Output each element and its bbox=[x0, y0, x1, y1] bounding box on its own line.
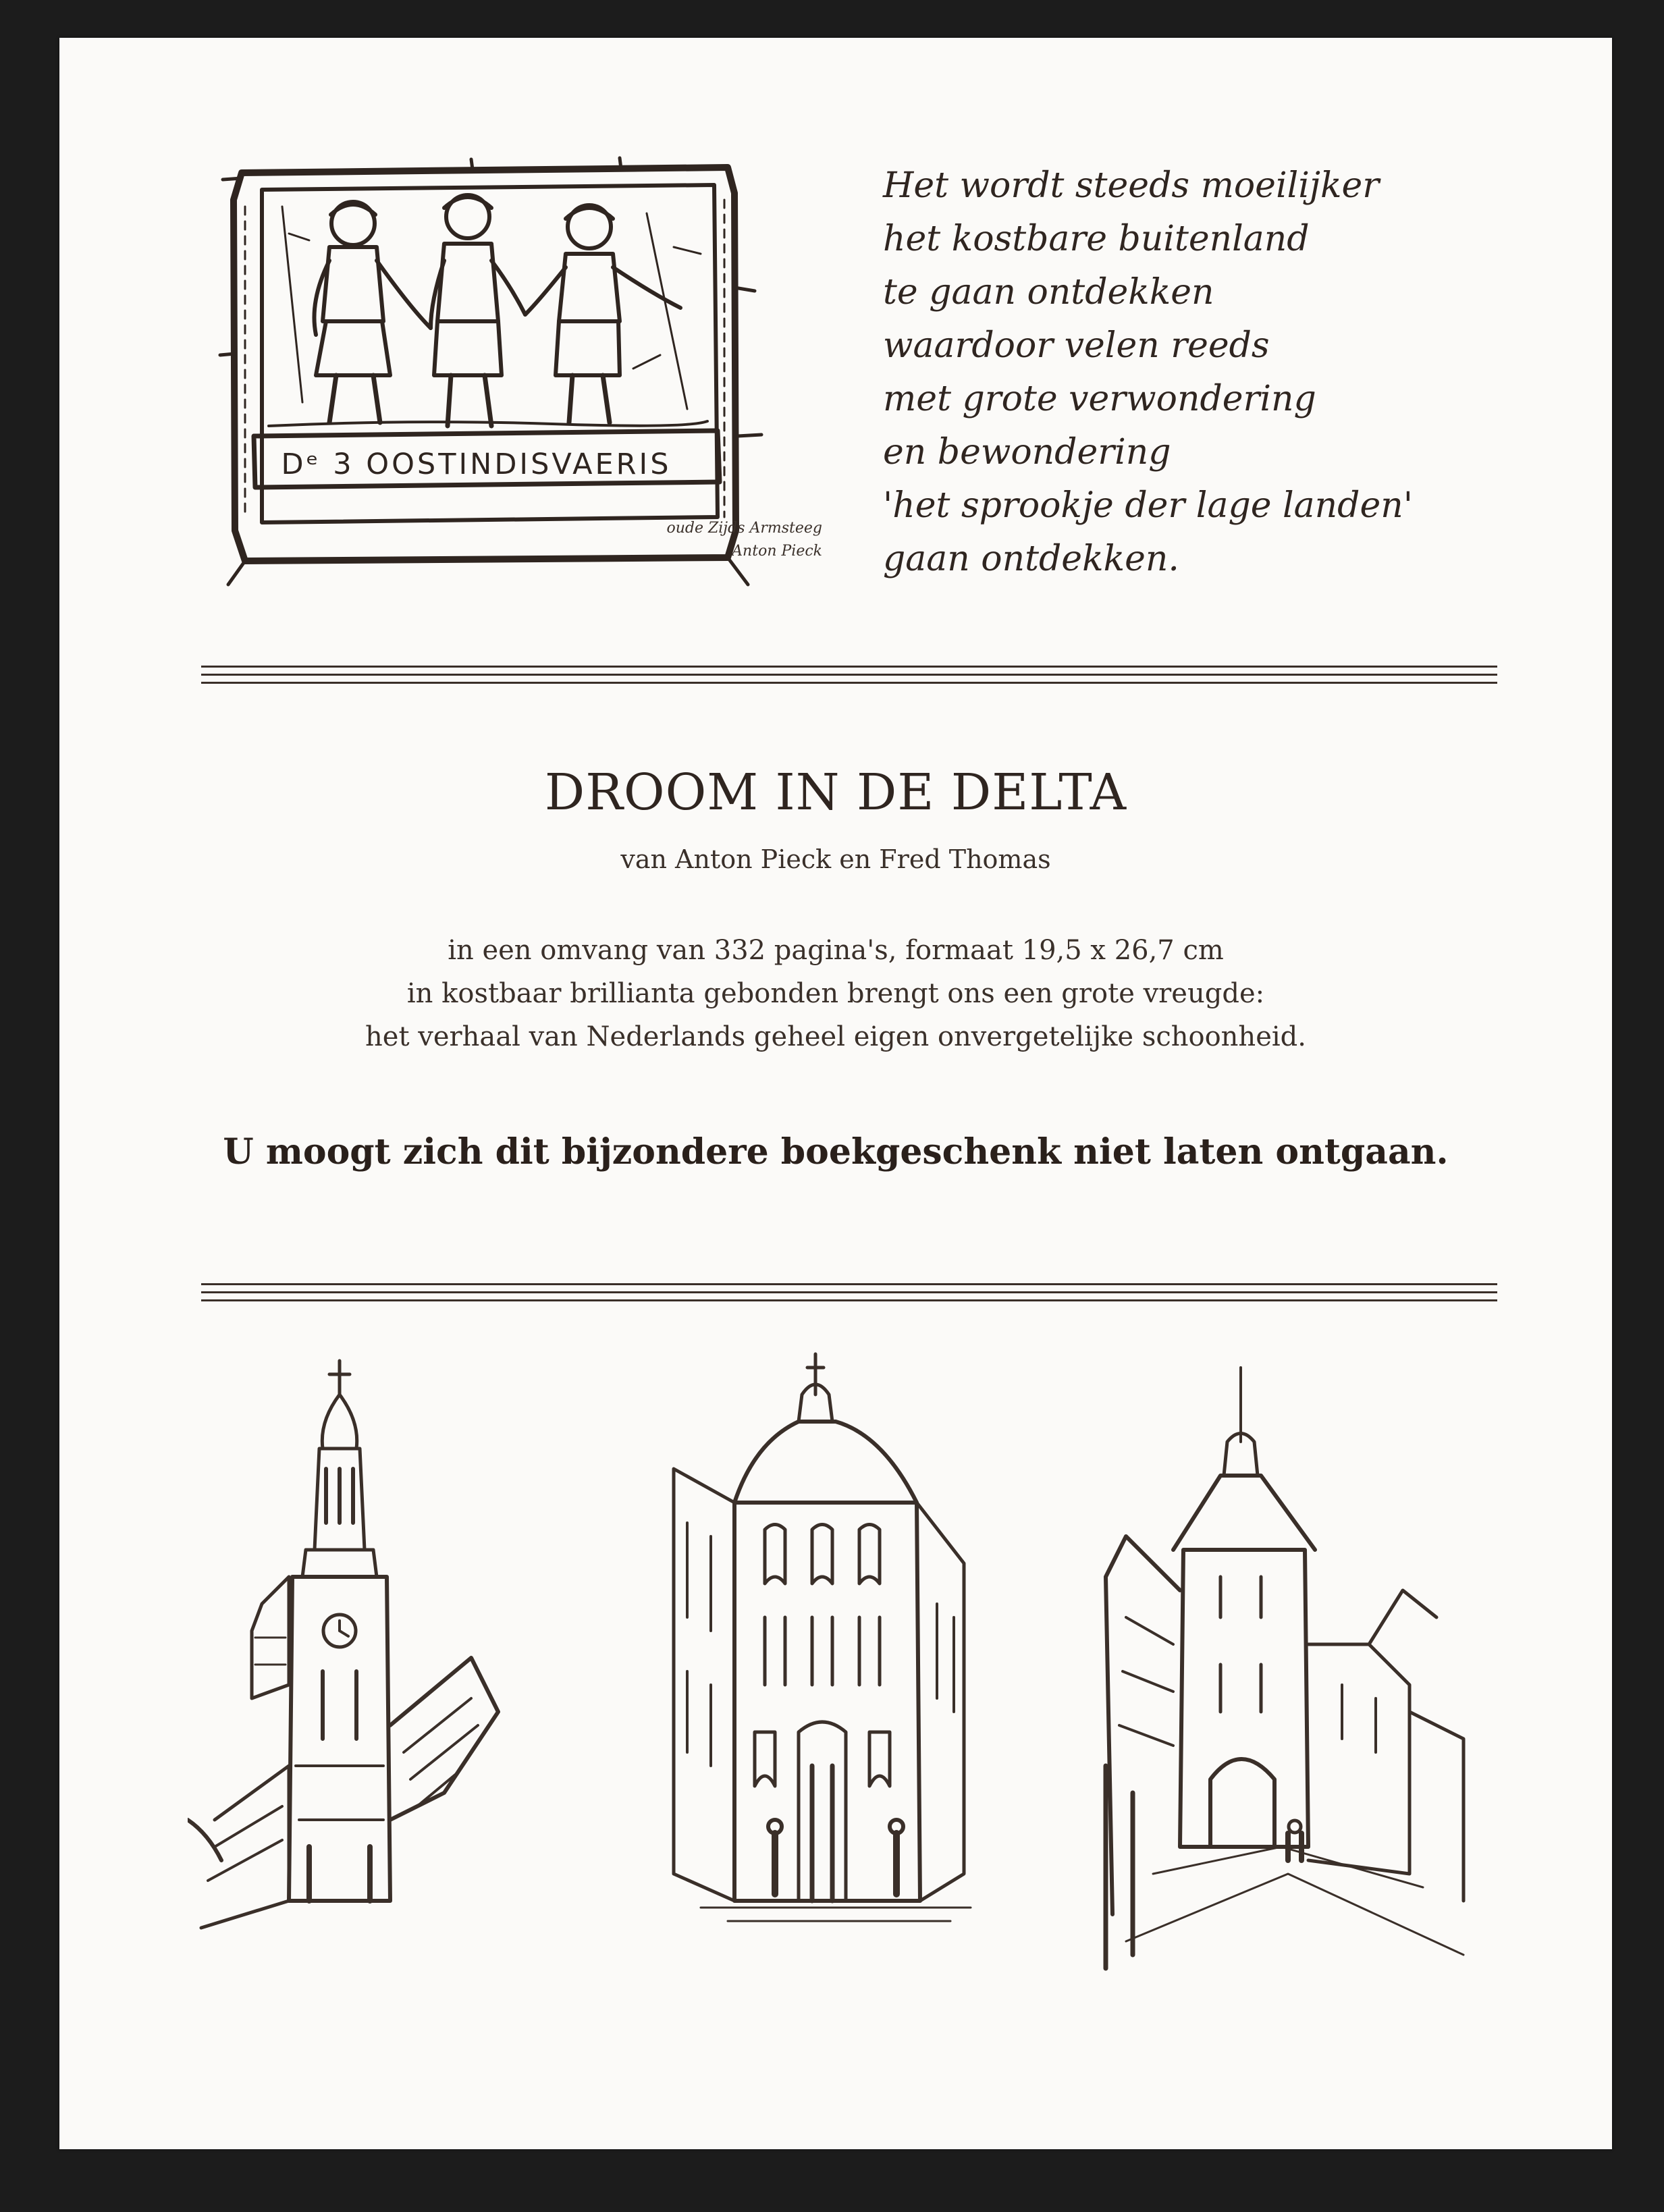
poem-line: waardoor velen reeds bbox=[883, 325, 1270, 366]
poem-line: te gaan ontdekken bbox=[883, 272, 1214, 313]
poem-line: en bewondering bbox=[883, 432, 1171, 473]
poem-line: het kostbare buitenland bbox=[883, 219, 1310, 259]
signature-line-2: Anton Pieck bbox=[732, 543, 822, 560]
triple-rule-top bbox=[201, 666, 1497, 686]
artist-signature bbox=[606, 517, 822, 563]
call-to-action: U moogt zich dit bijzondere boekgeschenk niet laten ontgaan. bbox=[223, 1131, 1449, 1172]
town-hall-drawing bbox=[647, 1347, 1025, 1941]
book-details bbox=[59, 929, 1612, 1058]
street-gate-drawing bbox=[1085, 1361, 1477, 1995]
detail-line: in een omvang van 332 pagina's, formaat 19,5 x 26,7 cm bbox=[448, 935, 1224, 966]
signature-line-1: oude Zijds Armsteeg bbox=[666, 520, 822, 537]
poem-line: met grote verwondering bbox=[883, 379, 1316, 419]
detail-line: het verhaal van Nederlands geheel eigen onvergetelijke schoonheid. bbox=[365, 1021, 1306, 1052]
poem-line: gaan ontdekken. bbox=[883, 539, 1179, 579]
poem-line: Het wordt steeds moeilijker bbox=[883, 165, 1380, 206]
oostindisvaeris-plaque-illustration bbox=[215, 153, 863, 625]
book-title: DROOM IN DE DELTA bbox=[544, 763, 1127, 821]
document-page bbox=[59, 38, 1612, 2149]
poem-line: 'het sprookje der lage landen' bbox=[883, 485, 1414, 526]
triple-rule-bottom bbox=[201, 1283, 1497, 1303]
book-authors: van Anton Pieck en Fred Thomas bbox=[620, 844, 1051, 874]
plaque-caption: Dᵉ 3 OOSTINDISVAERIS bbox=[281, 448, 672, 481]
detail-line: in kostbaar brillianta gebonden brengt ons een grote vreugde: bbox=[406, 978, 1265, 1009]
poem bbox=[883, 159, 1558, 586]
church-tower-drawing bbox=[188, 1347, 559, 1975]
